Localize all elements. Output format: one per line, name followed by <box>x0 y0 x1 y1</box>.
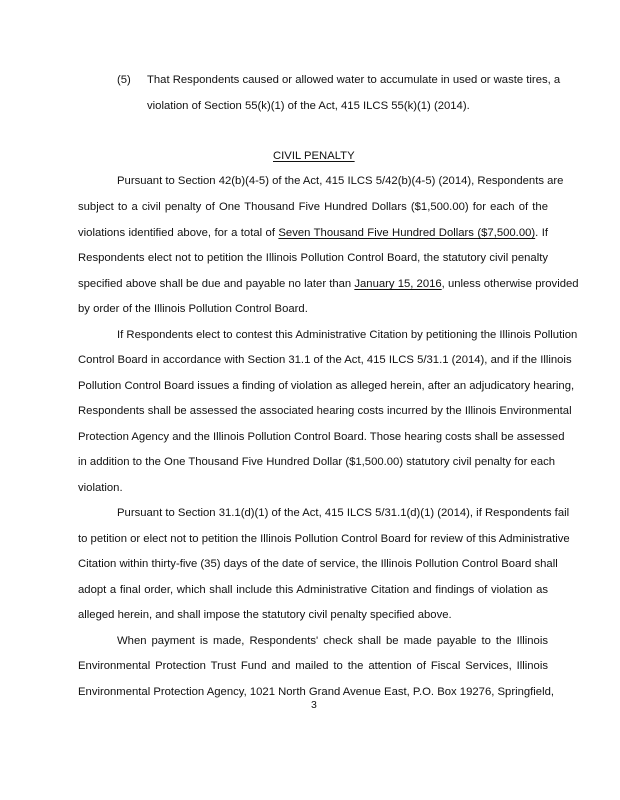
paragraph-line: violation. <box>78 482 123 494</box>
paragraph-line: When payment is made, Respondents' check shall be made payable to the Illinois <box>117 635 548 647</box>
paragraph-line: adopt a final order, which shall include this Administrative Citation and findings of violation as <box>78 584 548 596</box>
paragraph-line: Pursuant to Section 31.1(d)(1) of the Act, 415 ILCS 5/31.1(d)(1) (2014), if Respondents fail <box>117 507 570 519</box>
paragraph-line: Protection Agency and the Illinois Pollution Control Board. Those hearing costs shall be assessed <box>78 431 565 443</box>
item-text-line: violation of Section 55(k)(1) of the Act, 415 ILCS 55(k)(1) (2014). <box>147 100 470 112</box>
item-text-line: That Respondents caused or allowed water to accumulate in used or waste tires, a <box>147 74 561 86</box>
paragraph-line: to petition or elect not to petition the Illinois Pollution Control Board for review of this Administrative <box>78 533 570 545</box>
paragraph-line: specified above shall be due and payable no later than January 15, 2016, unless otherwise provided <box>78 278 579 290</box>
paragraph-line: If Respondents elect to contest this Administrative Citation by petitioning the Illinois Pollution <box>117 329 578 341</box>
paragraph-line: Citation within thirty-five (35) days of the date of service, the Illinois Pollution Control Board shall <box>78 558 558 570</box>
paragraph-line: Pursuant to Section 42(b)(4-5) of the Act, 415 ILCS 5/42(b)(4-5) (2014), Respondents are <box>117 175 564 187</box>
page-number: 3 <box>311 699 317 711</box>
paragraph-line: in addition to the One Thousand Five Hundred Dollar ($1,500.00) statutory civil penalty for each <box>78 456 556 468</box>
paragraph-line: Environmental Protection Trust Fund and mailed to the attention of Fiscal Services, Illinois <box>78 660 548 672</box>
section-heading: CIVIL PENALTY <box>273 150 355 162</box>
paragraph-line: violations identified above, for a total of Seven Thousand Five Hundred Dollars ($7,500.00). If <box>78 227 548 239</box>
paragraph-line: by order of the Illinois Pollution Control Board. <box>78 303 308 315</box>
paragraph-line: Respondents elect not to petition the Illinois Pollution Control Board, the statutory civil penalty <box>78 252 548 264</box>
paragraph-line: Pollution Control Board issues a finding of violation as alleged herein, after an adjudicatory hearing, <box>78 380 575 392</box>
paragraph-line: Respondents shall be assessed the associated hearing costs incurred by the Illinois Environmental <box>78 405 572 417</box>
paragraph-line: alleged herein, and shall impose the statutory civil penalty specified above. <box>78 609 452 621</box>
paragraph-line: Control Board in accordance with Section 31.1 of the Act, 415 ILCS 5/31.1 (2014), and if the Illinois <box>78 354 572 366</box>
paragraph-line: subject to a civil penalty of One Thousand Five Hundred Dollars ($1,500.00) for each of the <box>78 201 548 213</box>
paragraph-line: Environmental Protection Agency, 1021 North Grand Avenue East, P.O. Box 19276, Springfield, <box>78 686 555 698</box>
item-number: (5) <box>117 74 131 86</box>
